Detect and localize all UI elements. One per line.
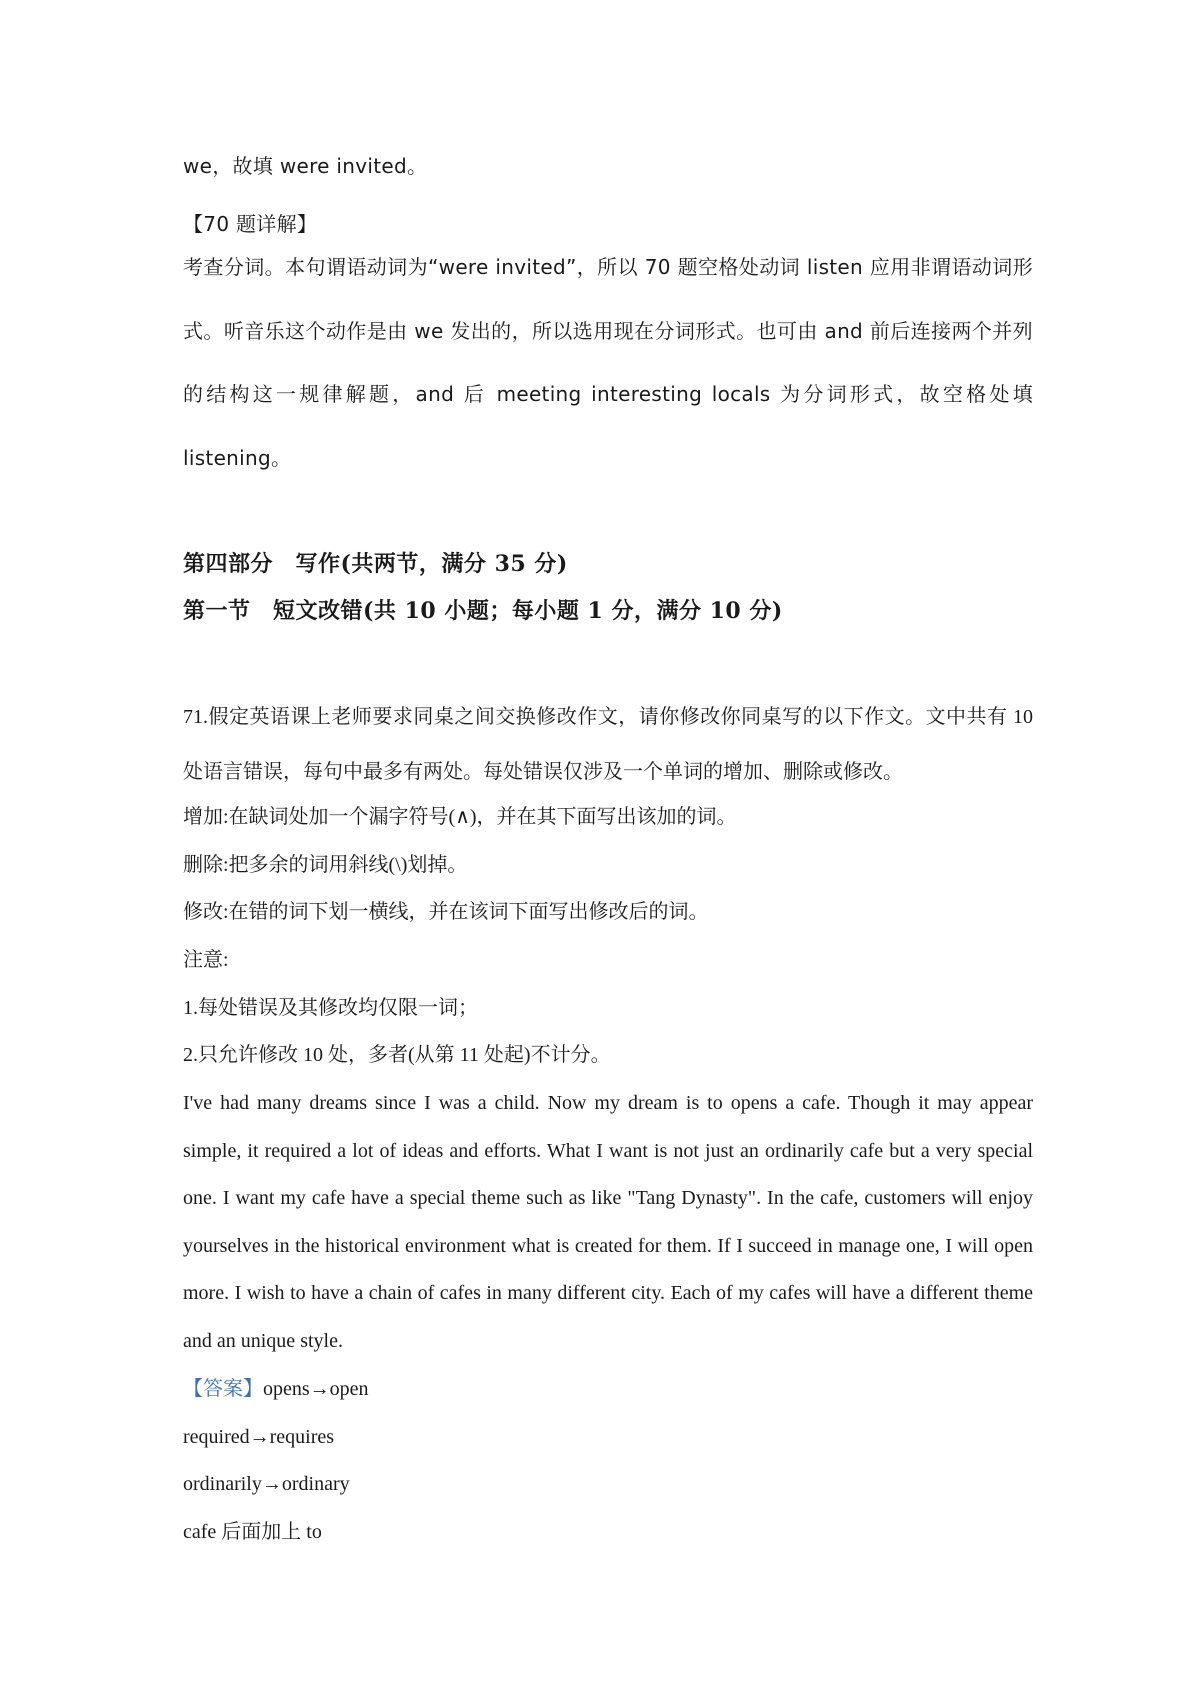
answer-item: opens→open [263,1378,369,1400]
explanation-continuation: we，故填 were invited。 [183,154,428,178]
rule-add: 增加:在缺词处加一个漏字符号(∧)，并在其下面写出该加的词。 [183,806,737,828]
essay-passage: I've had many dreams since I was a child. Now my dream is to opens a cafe. Though it may appear simple, it required a lot of ideas and efforts. What I want is not just an ordinarily cafe but a very special one. I want my cafe have a special theme such as like "Tang Dynasty". In the cafe, customers will enjoy yourselves in the historical environment what is created for them. If I succeed in manage one, I will open more. I wish to have a chain of cafes in many different city. Each of my cafes will have a different theme and an unique style. [183,1092,1033,1352]
rule-delete: 删除:把多余的词用斜线(\)划掉。 [183,854,468,876]
answer-item: cafe 后面加上 to [183,1521,322,1543]
answer-line-1 [183,1374,369,1404]
rule-modify: 修改:在错的词下划一横线，并在该词下面写出修改后的词。 [183,901,709,923]
note-item-2: 2.只允许修改 10 处，多者(从第 11 处起)不计分。 [183,1044,611,1066]
subsection-heading: 第一节 短文改错(共 10 小题；每小题 1 分，满分 10 分) [183,598,783,624]
part-heading: 第四部分 写作(共两节，满分 35 分) [183,551,568,577]
answer-item: ordinarily→ordinary [183,1473,350,1495]
answer-label: 【答案】 [183,1378,263,1400]
question-71-intro: 71.假定英语课上老师要求同桌之间交换修改作文，请你修改你同桌写的以下作文。文中共有 10 处语言错误，每句中最多有两处。每处错误仅涉及一个单词的增加、删除或修改。 [183,706,1033,783]
note-item-1: 1.每处错误及其修改均仅限一词； [183,997,478,1019]
note-label: 注意: [183,949,229,971]
q70-explanation-title: 【70 题详解】 [183,212,318,236]
answer-item: required→requires [183,1426,335,1448]
q70-explanation-body: 考查分词。本句谓语动词为“were invited”，所以 70 题空格处动词 listen 应用非谓语动词形式。听音乐这个动作是由 we 发出的，所以选用现在分词形式。也可由 and 前后连接两个并列的结构这一规律解题，and 后 meeting interesting locals 为分词形式，故空格处填 listening。 [183,255,1033,470]
